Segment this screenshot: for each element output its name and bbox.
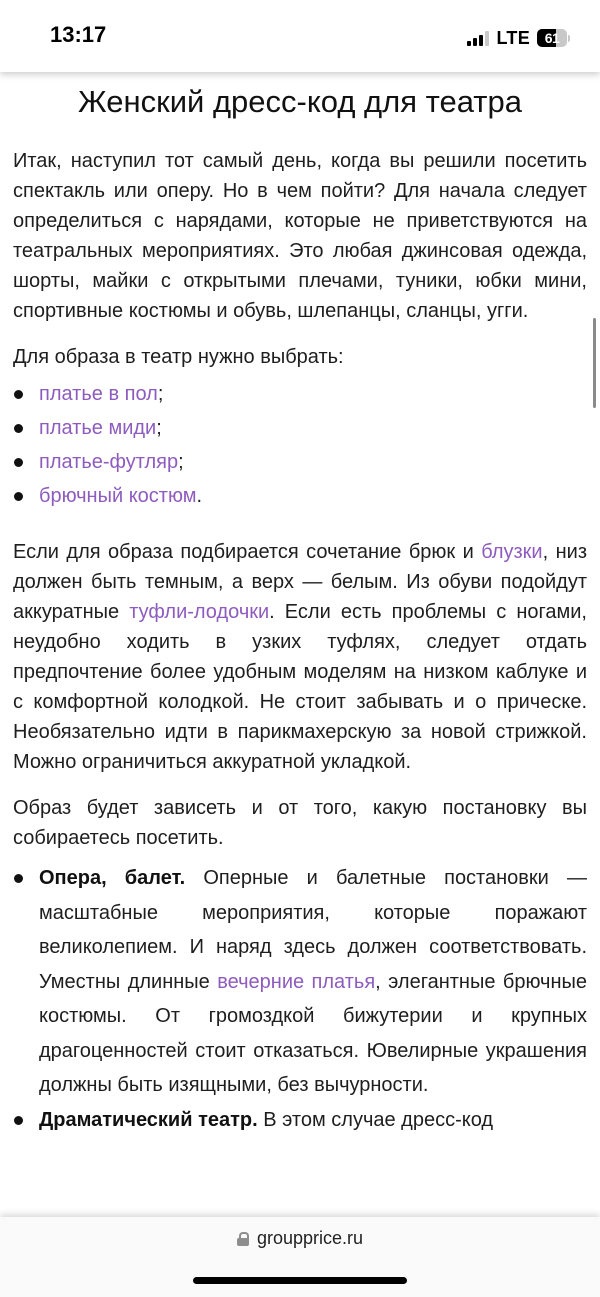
link-pumps[interactable]: туфли-лодочки <box>129 601 270 623</box>
battery-percent: 61 <box>544 30 560 46</box>
cellular-signal-icon <box>467 31 489 46</box>
status-time: 13:17 <box>50 22 107 47</box>
address-bar[interactable] <box>0 1228 600 1249</box>
status-bar <box>0 0 600 72</box>
item-heading: Опера, балет. <box>39 867 186 889</box>
link-floor-dress[interactable]: платье в пол <box>39 383 158 405</box>
browser-bottom-bar <box>0 1217 600 1297</box>
article-body <box>0 146 600 1137</box>
link-midi-dress[interactable]: платье миди <box>39 417 157 439</box>
outfit-options-list <box>13 377 587 513</box>
item-heading: Драматический театр. <box>39 1108 258 1131</box>
bullet-icon <box>14 1116 23 1125</box>
list-item: брючный костюм. <box>13 479 587 513</box>
bullet-icon <box>14 492 23 501</box>
list-item: Опера, балет. Оперные и балетные постановки — масштабные мероприятия, которые поражают великолепием. И наряд здесь должен соответствовать. Уместны длинные вечерние платья, элегантные брючные костюмы. От громоздкой бижутерии и крупных драгоценностей стоит отказаться. Ювелирные украшения должны быть изящными, без вычурности. <box>13 861 587 1103</box>
home-indicator[interactable] <box>193 1277 407 1284</box>
lock-icon <box>237 1232 249 1246</box>
list-item: платье в пол; <box>13 377 587 411</box>
page-content[interactable] <box>0 72 600 1217</box>
link-sheath-dress[interactable]: платье-футляр <box>39 451 179 473</box>
status-indicators <box>467 27 570 49</box>
list-item: платье-футляр; <box>13 445 587 479</box>
intro-paragraph: Итак, наступил тот самый день, когда вы решили посетить спектакль или оперу. Но в чем пойти? Для начала следует определиться с нарядами, которые не приветствуются на театральных мероприятиях. Это любая джинсовая одежда, шорты, майки с открытыми плечами, туники, юбки мини, спортивные костюмы и обувь, шлепанцы, сланцы, угги. <box>13 150 587 322</box>
page-title: Женский дресс-код для театра <box>78 84 522 119</box>
vertical-scrollbar[interactable] <box>593 318 596 408</box>
list-item: Драматический театр. В этом случае дресс-код <box>13 1103 587 1138</box>
battery-icon <box>537 29 567 47</box>
link-blouses[interactable]: блузки <box>481 541 543 563</box>
bullet-icon <box>14 390 23 399</box>
bullet-icon <box>14 424 23 433</box>
bullet-icon <box>14 458 23 467</box>
link-evening-dresses[interactable]: вечерние платья <box>217 970 376 993</box>
outfit-paragraph: Если для образа подбирается сочетание брюк и блузки, низ должен быть темным, а верх — белым. Из обуви подойдут аккуратные туфли-лодочки. Если есть проблемы с ногами, неудобно ходить в узких туфлях, следует отдать предпочтение более удобным моделям на низком каблуке и с комфортной колодкой. Не стоит забывать и о прическе. Необязательно идти в парикмахерскую за новой стрижкой. Можно ограничиться аккуратной укладкой. <box>13 541 588 773</box>
url-text[interactable]: groupprice.ru <box>256 1228 364 1248</box>
theater-types-list <box>13 861 587 1137</box>
list-item: платье миди; <box>13 411 587 445</box>
network-type-label: LTE <box>496 27 530 48</box>
link-pantsuit[interactable]: брючный костюм <box>39 485 197 507</box>
production-paragraph: Образ будет зависеть и от того, какую постановку вы собираетесь посетить. <box>13 797 587 849</box>
bullet-icon <box>14 874 23 883</box>
choice-intro: Для образа в театр нужно выбрать: <box>13 346 344 368</box>
